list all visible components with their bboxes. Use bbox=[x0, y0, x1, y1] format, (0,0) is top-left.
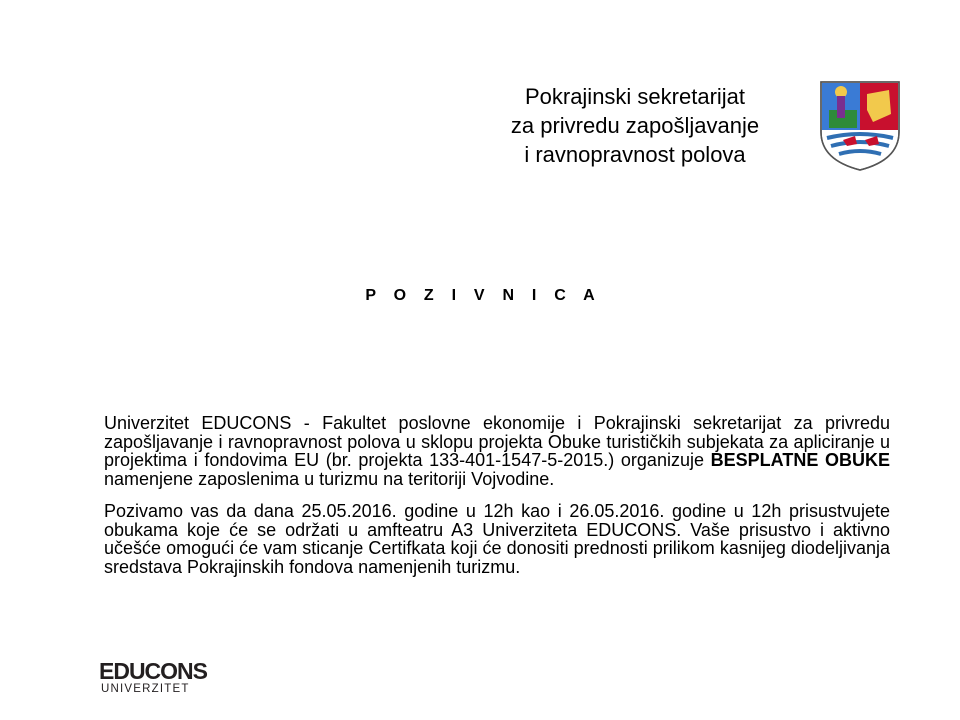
coat-of-arms-icon bbox=[819, 80, 901, 172]
invitation-heading: P O Z I V N I C A bbox=[365, 287, 602, 304]
paragraph-1-bold: BESPLATNE OBUKE bbox=[710, 450, 891, 470]
sekretarijat-title bbox=[470, 82, 800, 169]
paragraph-2: Pozivamo vas da dana 25.05.2016. godine u 12h kao i 26.05.2016. godine u 12h prisustvujete obukama koje će se održati u amfteatru A3 Univerziteta EDUCONS. Vaše prisustvo i aktivno učešće omogući će vam sticanje Certifkata koji će donositi prednosti prilikom kasnijeg diodeljivanja sredstava Pokrajinskih fondova namenjenih turizmu. bbox=[104, 501, 890, 577]
paragraph-1 bbox=[104, 414, 890, 488]
paragraph-1-end: namenjene zaposlenima u turizmu na teritoriji Vojvodine. bbox=[104, 468, 555, 489]
title-line-2: za privredu zapošljavanje bbox=[510, 113, 760, 138]
invitation-body bbox=[104, 414, 890, 590]
logo-subtitle: UNIVERZITET bbox=[101, 683, 190, 695]
logo-wordmark: EDUCONS bbox=[99, 658, 208, 684]
educons-logo bbox=[99, 659, 213, 697]
paragraph-1-intro: Univerzitet EDUCONS - Fakultet poslovne ekonomije i Pokrajinski sekretarijat za privredu zapošljavanje i ravnopravnost polova u sklopu projekta Obuke turističkih subjekata za apliciranje u projektima i fondovima EU (br. projekta 133-401-1547-5-2015.) organizuje bbox=[104, 413, 890, 470]
title-line-1: Pokrajinski sekretarijat bbox=[524, 84, 746, 109]
title-line-3: i ravnopravnost polova bbox=[524, 142, 746, 167]
